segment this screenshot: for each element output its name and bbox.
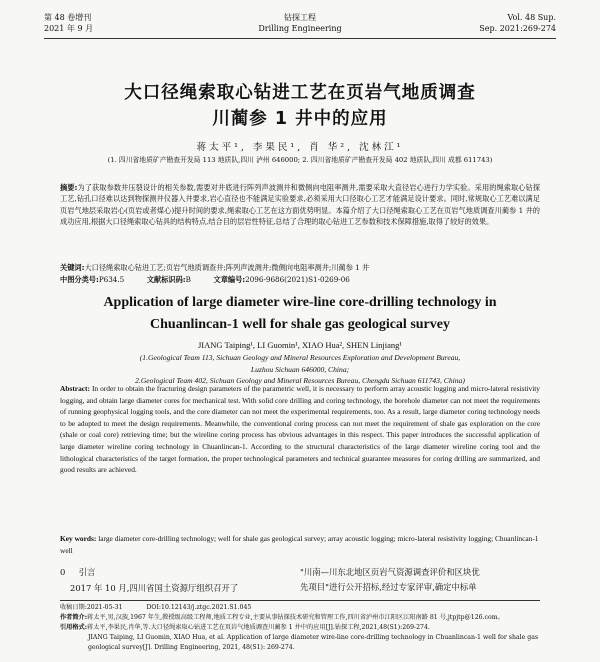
citation-en: JIANG Taiping, LI Guomin, XIAO Hua, et al. Application of large diameter wire-line core-drilling technology in Chuanlincan-1 well for shale gas geological survey[J]. Drilling Engineering, 2021, 48(S1): 269-274. <box>88 634 539 651</box>
keywords-en-label: Key words: <box>60 534 97 543</box>
volume-en: Vol. 48 Sup. <box>507 13 556 22</box>
article-no-label: 文章编号: <box>213 275 246 284</box>
abstract-cn <box>60 182 540 228</box>
received-date: 收稿日期:2021-05-31 <box>60 604 123 611</box>
citation-cn: 蒋太平,李果民,肖华,等.大口径绳索取心钻进工艺在页岩气地质调查川蔺参 1 井中的应用[J].钻探工程,2021,48(S1):269-274. <box>87 624 430 631</box>
date-cn: 2021 年 9 月 <box>44 24 94 33</box>
author-bio-label: 作者简介: <box>60 614 88 621</box>
doc-code-value: B <box>185 275 191 284</box>
abstract-en <box>60 383 540 476</box>
abstract-cn-label: 摘要: <box>60 183 78 192</box>
keywords-cn-text: 大口径绳索取心钻进工艺;页岩气地质调查井;阵列声波测井;微侧向电阻率测井;川蔺参 1 井 <box>84 263 370 272</box>
doi: DOI:10.12143/j.ztgc.2021.S1.045 <box>146 604 252 611</box>
footnotes <box>60 603 540 653</box>
citation-label: 引用格式: <box>60 624 88 631</box>
running-header <box>0 6 600 36</box>
authors-en: JIANG Taiping¹, LI Guomin¹, XIAO Hua², SHEN Linjiang¹ <box>198 340 402 350</box>
title-en-line2: Chuanlincan-1 well for shale gas geological survey <box>150 317 450 332</box>
section-heading <box>60 565 95 580</box>
keywords-cn-label: 关键词: <box>60 263 85 272</box>
header-rule <box>44 38 556 39</box>
title-cn-line2: 川蔺参 1 井中的应用 <box>212 109 388 129</box>
body-right-line1: "川南—川东北地区页岩气资源调查评价和区块优 <box>300 567 480 577</box>
keywords-cn <box>60 262 540 273</box>
body-right-column <box>300 565 544 595</box>
affiliation-en-line1: (1.Geological Team 113, Sichuan Geology and Mineral Resources Exploration and Development Bureau, <box>139 353 461 362</box>
footnote-author-bio <box>60 613 540 623</box>
page-title-cn <box>0 80 600 132</box>
keywords-en-text: large diameter core-drilling technology; well for shale gas geological survey; array acoustic logging; micro-lateral resistivity logging; Chuanlincan-1 well <box>60 534 539 555</box>
abstract-cn-text: 为了获取参数井压裂设计的相关参数,需要对井底进行阵列声波测井和微侧向电阻率测井,需要采取大直径岩心进行力学实验。采用的绳索取心钻探工艺,钻孔口径难以达到物探测井仪器入井要求,岩心直径也不能满足实验要求,必须采用大口径取心工艺才能满足设计要求。同时,常规取心工艺难以满足页岩气地层采取岩心(页岩或者煤心)提升时间的要求,绳索取心工艺在这方面优势明显。本篇介绍了大口径绳索取心工艺在页岩气地质调查川蔺参 1 井的成功应用,根据大口径绳索取心钻具的结构特点,结合目的层岩性特征,总结了合理的取心钻进工艺参数和技术保障措施,取得了较好的效果。 <box>60 183 541 227</box>
affiliation-en-line3: 2.Geological Team 402, Sichuan Geology and Mineral Resources Bureau, Chengdu Sichuan 611743, China) <box>135 376 465 385</box>
body-left-column <box>70 581 290 596</box>
footnote-received-line <box>60 603 540 613</box>
footnote-rule <box>60 600 540 601</box>
date-pages-en: Sep. 2021:269-274 <box>479 24 556 33</box>
volume-cn: 第 48 卷增刊 <box>44 13 92 22</box>
affiliation-en <box>60 352 540 387</box>
journal-name-en: Drilling Engineering <box>258 24 342 33</box>
keywords-en <box>60 533 540 556</box>
section-number: 0 <box>60 567 66 577</box>
title-cn-line1: 大口径绳索取心钻进工艺在页岩气地质调查 <box>124 83 476 103</box>
footnote-citation <box>60 623 540 653</box>
article-no-value: 2096-9686(2021)S1-0269-06 <box>245 275 350 284</box>
page-title-en <box>0 292 600 336</box>
authors-cn: 蒋太平¹, 李果民¹, 肖 华², 沈林江¹ <box>196 142 404 153</box>
doc-code-label: 文献标识码: <box>146 275 186 284</box>
clc-label: 中图分类号: <box>60 275 99 284</box>
abstract-en-label: Abstract: <box>60 384 90 393</box>
abstract-en-text: In order to obtain the fracturing design parameters of the parametric well, it is necessary to perform array acoustic logging and micro-lateral resistivity logging, and obtain large diameter cores for mechanical test. With solid core drilling and coring technology, the borehole diameter can not meet the requirements of running geophysical logging tools, and the core diameter can not meet the experimental requirements, too. As a result, large diameter coring technology needs to be adopted to meet the design requirements. Meanwhile, the conventional coring process can not meet the requirement of shale gas exploration on the core (shale or coal core) retrieving time; but the wireline coring process has obvious advantages in this respect. This paper introduces the successful application of large diameter wireline coring technology in Chuanlincan-1. According to the structural characteristics of the large diameter wireline coring tool and the lithological characteristics of the target formation, the proper technological parameters and technical guarantee measures for coring drilling are summarized, and good results are achieved. <box>60 384 540 475</box>
journal-name-cn: 钻探工程 <box>284 13 316 22</box>
author-bio-text: 蒋太平,男,汉族,1967 年生,教授级高级工程师,地质工程专业,主要从事钻探技术研究和管理工作,四川省泸州市江阳区江阳南路 81 号,jtpjtp@126.com。 <box>87 614 504 621</box>
body-left-line: 2017 年 10 月,四川省国土资源厅组织召开了 <box>70 583 239 593</box>
section-title: 引言 <box>78 567 96 577</box>
clc-value: P634.5 <box>98 275 125 284</box>
header-right <box>479 12 556 34</box>
title-en-line1: Application of large diameter wire-line core-drilling technology in <box>103 295 497 310</box>
classification-line <box>60 274 540 285</box>
affiliation-en-line2: Luzhou Sichuan 646000, China; <box>250 364 350 374</box>
affiliation-cn: (1. 四川省地质矿产勘查开发局 113 地质队,四川 泸州 646000; 2. 四川省地质矿产勘查开发局 402 地质队,四川 成都 611743) <box>107 156 493 164</box>
body-right-line2: 先项目"进行公开招标,经过专家评审,确定中标单 <box>300 582 477 592</box>
